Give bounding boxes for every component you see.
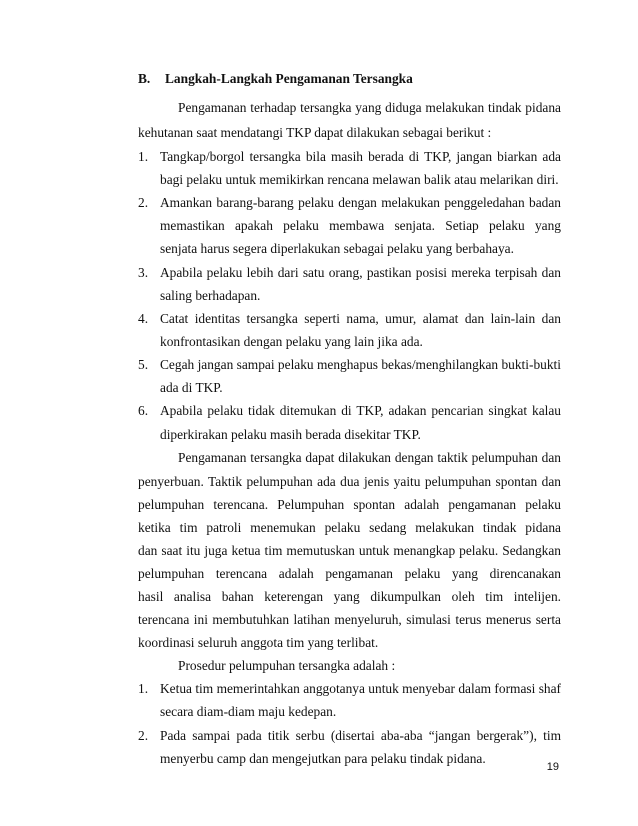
section-heading xyxy=(138,71,413,87)
paragraph-line: pelumpuhan terencana. Pelumpuhan spontan adalah pengamanan pelaku xyxy=(138,497,561,512)
list-item-line: saling berhadapan. xyxy=(160,288,261,303)
list-item-line: Apabila pelaku tidak ditemukan di TKP, adakan pencarian singkat kalau xyxy=(160,403,561,418)
procedure-intro: Prosedur pelumpuhan tersangka adalah : xyxy=(178,658,396,673)
list-number: 4. xyxy=(138,311,149,326)
list-number: 1. xyxy=(138,149,149,164)
list-item-line: memastikan apakah pelaku membawa senjata. Setiap pelaku yang xyxy=(160,218,561,233)
list-item-line: Catat identitas tersangka seperti nama, umur, alamat dan lain-lain dan xyxy=(160,311,561,326)
list-number: 2. xyxy=(138,195,149,210)
list-number: 6. xyxy=(138,403,149,418)
list-item-line: Ketua tim memerintahkan anggotanya untuk menyebar dalam formasi shaf xyxy=(160,681,561,696)
list-number: 2. xyxy=(138,728,149,743)
section-number: B. xyxy=(138,71,151,86)
list-item-line: secara diam-diam maju kedepan. xyxy=(160,704,337,719)
paragraph-line: Pengamanan terhadap tersangka yang diduga melakukan tindak pidana xyxy=(178,100,561,115)
paragraph-line: kehutanan saat mendatangi TKP dapat dilakukan sebagai berikut : xyxy=(138,125,492,140)
list-item-line: diperkirakan pelaku masih berada disekitar TKP. xyxy=(160,427,421,442)
list-item-line: bagi pelaku untuk memikirkan rencana melawan balik atau melarikan diri. xyxy=(160,172,559,187)
list-item-line: Apabila pelaku lebih dari satu orang, pastikan posisi mereka terpisah dan xyxy=(160,265,561,280)
paragraph-line: terencana ini membutuhkan latihan menyeluruh, simulasi terus menerus serta xyxy=(138,612,561,627)
list-item-line: Cegah jangan sampai pelaku menghapus bekas/menghilangkan bukti-bukti xyxy=(160,357,561,372)
list-number: 5. xyxy=(138,357,149,372)
list-number: 3. xyxy=(138,265,149,280)
list-item-line: Amankan barang-barang pelaku dengan melakukan penggeledahan badan xyxy=(160,195,561,210)
paragraph-line: Pengamanan tersangka dapat dilakukan dengan taktik pelumpuhan dan xyxy=(178,450,561,465)
list-item-line: menyerbu camp dan mengejutkan para pelaku tindak pidana. xyxy=(160,751,486,766)
list-item-line: ada di TKP. xyxy=(160,380,223,395)
list-number: 1. xyxy=(138,681,149,696)
list-item-line: senjata harus segera diperlakukan sebagai pelaku yang berbahaya. xyxy=(160,241,514,256)
list-item-line: konfrontasikan dengan pelaku yang lain jika ada. xyxy=(160,334,423,349)
paragraph-line: penyerbuan. Taktik pelumpuhan ada dua jenis yaitu pelumpuhan spontan dan xyxy=(138,474,561,489)
list-item-line: Tangkap/borgol tersangka bila masih berada di TKP, jangan biarkan ada xyxy=(160,149,561,164)
paragraph-line: koordinasi seluruh anggota tim yang terlibat. xyxy=(138,635,379,650)
paragraph-line: dan saat itu juga ketua tim memutuskan untuk menangkap pelaku. Sedangkan xyxy=(138,543,561,558)
paragraph-line: hasil analisa bahan keterengan yang dikumpulkan oleh tim intelijen. xyxy=(138,589,561,604)
paragraph-line: ketika tim patroli menemukan pelaku sedang melakukan tindak pidana xyxy=(138,520,561,535)
paragraph-line: pelumpuhan terencana adalah pengamanan pelaku yang direncanakan xyxy=(138,566,561,581)
list-item-line: Pada sampai pada titik serbu (disertai aba-aba “jangan bergerak”), tim xyxy=(160,728,561,743)
section-title: Langkah-Langkah Pengamanan Tersangka xyxy=(165,71,413,86)
page-number: 19 xyxy=(546,761,559,773)
